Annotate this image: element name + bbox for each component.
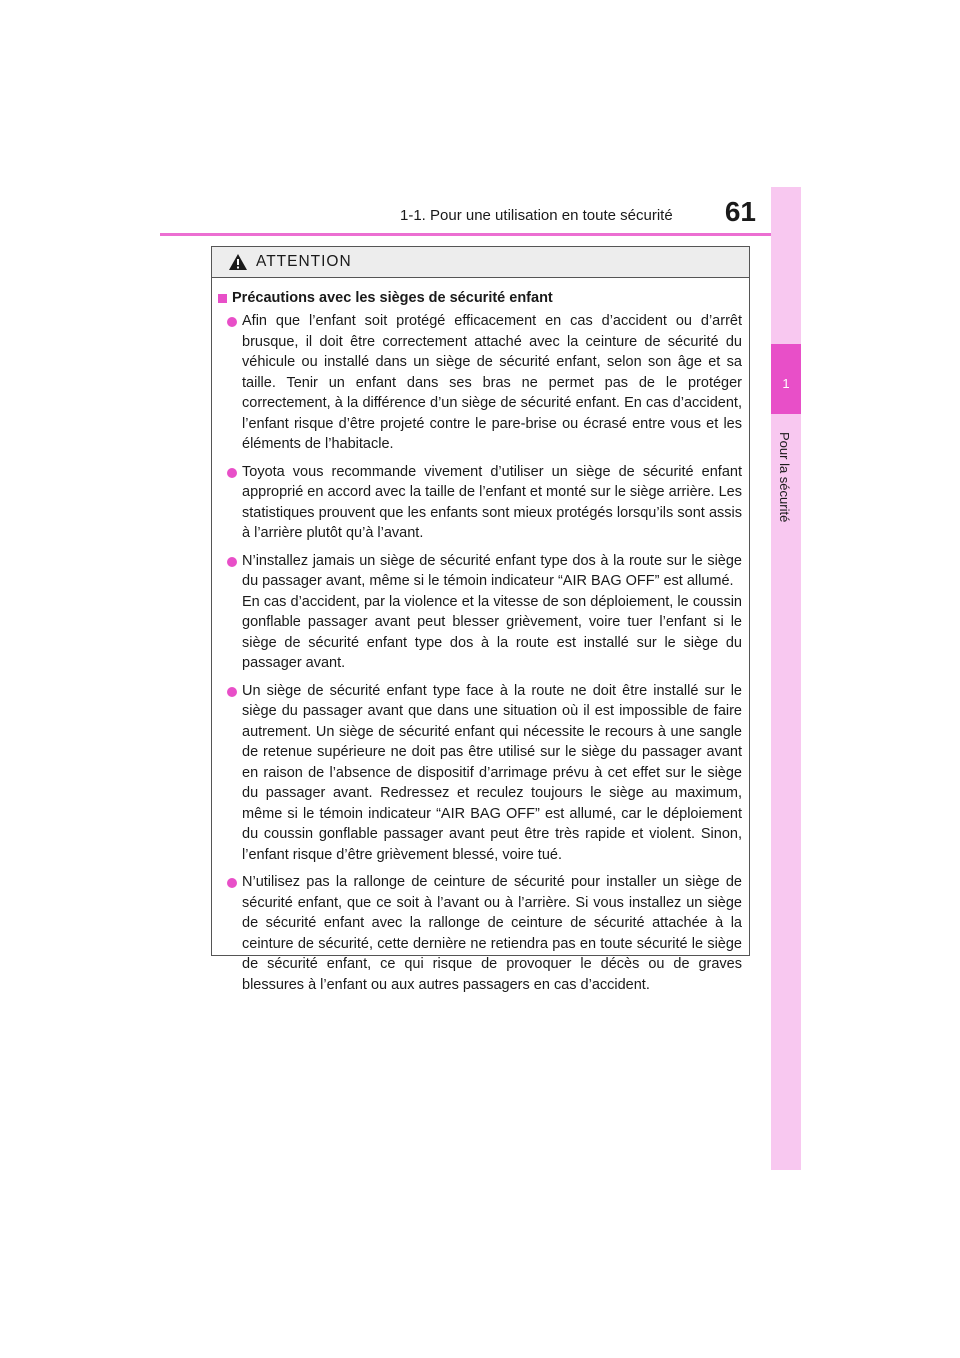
- chapter-number: 1: [782, 376, 790, 391]
- bullet-icon: [227, 557, 237, 567]
- section-heading-text: Précautions avec les sièges de sécurité enfant: [232, 290, 553, 306]
- warning-box: [211, 246, 750, 993]
- bullet-icon: [227, 317, 237, 327]
- list-item-text: N’utilisez pas la rallonge de ceinture de sécurité pour installer un siège de sécurité enfant, que ce soit à l’avant ou à l’arrière. Si vous installez un siège de sécurité enfant avec la rallonge de ceinture de sécurité attachée à la ceinture de sécurité, cette dernière ne retiendra pas en toute sécurité le siège de sécurité enfant, ce qui risque de provoquer le décès ou de graves blessures à l’enfant ou aux autres passagers en cas d’accident.: [242, 874, 742, 993]
- list-item-text: Toyota vous recommande vivement d’utiliser un siège de sécurité enfant approprié en accord avec la taille de l’enfant et monté sur le siège arrière. Les statistiques prouvent que les enfants sont mieux protégés lorsqu’ils sont assis à l’arrière plutôt qu’à l’avant.: [242, 463, 742, 541]
- bullet-icon: [227, 878, 237, 888]
- bullet-icon: [227, 687, 237, 697]
- header-divider: [160, 233, 800, 236]
- section-heading: [218, 290, 742, 306]
- warning-title: ATTENTION: [256, 253, 352, 270]
- warning-triangle-icon: [228, 253, 248, 271]
- list-item: [218, 462, 742, 544]
- list-item: [218, 311, 742, 455]
- list-item: [218, 872, 742, 995]
- chapter-label: Pour la sécurité: [777, 432, 792, 523]
- section-title: 1-1. Pour une utilisation en toute sécurité: [400, 207, 673, 224]
- warning-body: [212, 278, 749, 995]
- list-item: [218, 551, 742, 674]
- list-item-text: N’installez jamais un siège de sécurité enfant type dos à la route sur le siège du passager avant, même si le témoin indicateur “AIR BAG OFF” est allumé. En cas d’accident, par la violence et la vitesse de son déploiement, le coussin gonflable passager avant peut blesser grièvement, voire tuer l’enfant si le siège de sécurité enfant type dos à la route est installé sur le siège du passager avant.: [242, 552, 742, 671]
- bullet-icon: [227, 468, 237, 478]
- chapter-side-tab: [771, 187, 801, 1170]
- list-item-text: Afin que l’enfant soit protégé efficacement en cas d’accident ou d’arrêt brusque, il doit être correctement attaché avec la ceinture de sécurité du véhicule ou installé dans un siège de sécurité enfant, selon son âge et sa taille. Tenir un enfant dans ses bras ne permet pas de le protéger correctement, à la différence d’un siège de sécurité enfant. En cas d’accident, l’enfant risque d’être projeté contre le pare-brise ou écrasé entre vous et les éléments de l’habitacle.: [242, 313, 742, 452]
- list-item: [218, 681, 742, 866]
- square-bullet-icon: [218, 294, 227, 303]
- page-number: 61: [724, 196, 756, 227]
- warning-header: [212, 247, 749, 278]
- list-item-text: Un siège de sécurité enfant type face à la route ne doit être installé sur le siège du passager avant que dans une situation où il est impossible de faire autrement. Un siège de sécurité enfant qui nécessite le recours à une sangle de retenue supérieure ne doit pas être utilisé sur le siège du passager avant en raison de l’absence de dispositif d’arrimage prévu à cet effet sur le siège du passager avant. Redressez et reculez toujours le siège au maximum, même si le témoin indicateur “AIR BAG OFF” est allumé, car le déploiement du coussin gonflable passager avant peut être très rapide et violent. Sinon, l’enfant risque d’être grièvement blessé, voire tué.: [242, 682, 742, 863]
